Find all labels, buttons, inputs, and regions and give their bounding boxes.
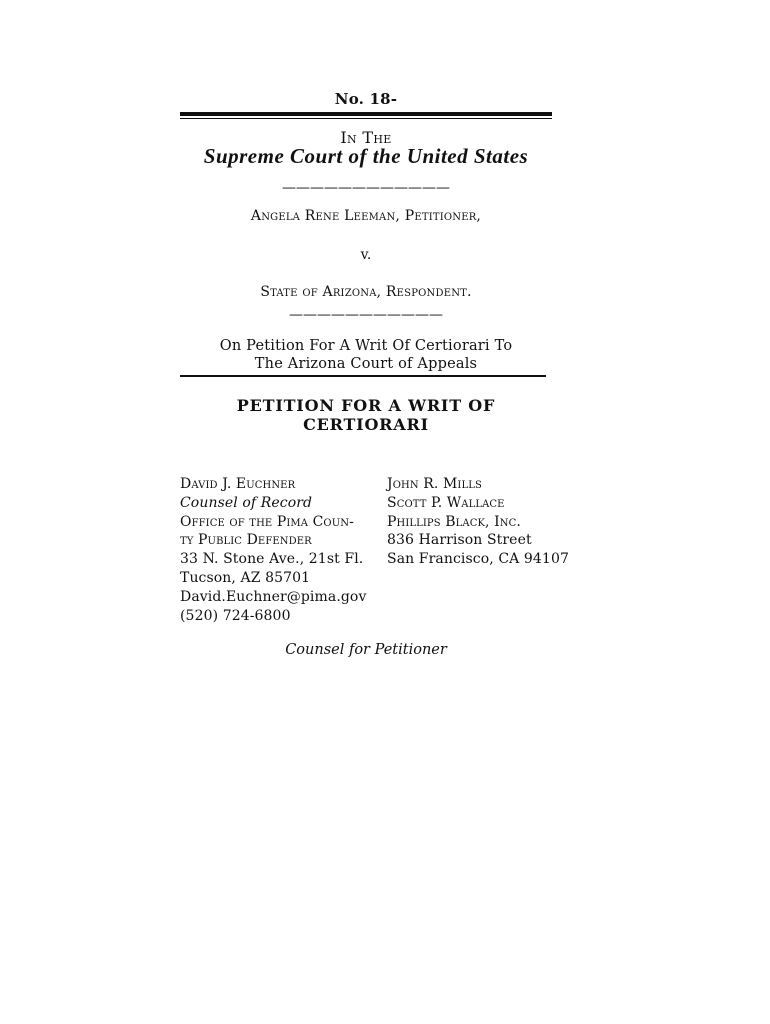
dash-separator-top: ———————————— [282,180,450,196]
counsel-address-line-1: 33 N. Stone Ave., 21st Fl. [180,551,364,568]
counsel-name-2: Scott P. Wallace [387,494,505,511]
certiorari-line-1: On Petition For A Writ Of Certiorari To [219,338,513,354]
dash-separator-mid: ——————————— [289,307,443,323]
counsel-address-line-2: Tucson, AZ 85701 [180,569,311,586]
petition-title: PETITION FOR A WRIT OF CERTIORARI [236,396,496,434]
counsel-role: Counsel of Record [180,494,313,511]
counsel-for-petitioner: Counsel for Petitioner [285,642,447,658]
counsel-name: David J. Euchner [180,476,296,492]
counsel-office-line-1: Office of the Pima Coun- [180,513,354,530]
certiorari-line-2: The Arizona Court of Appeals [254,356,478,372]
docket-number: No. 18- [334,90,398,108]
header-rule-thick [180,112,552,116]
in-the-label: In The [340,128,392,147]
counsel-firm: Phillips Black, Inc. [387,513,521,530]
counsel-office-line-2: ty Public Defender [180,532,312,549]
counsel-email: David.Euchner@pima.gov [180,588,367,605]
header-rule-thin [180,118,552,119]
counsel-address-line-2: San Francisco, CA 94107 [387,551,569,568]
respondent-line: State of Arizona, Respondent. [260,284,472,300]
petitioner-line: Angela Rene Leeman, Petitioner, [250,208,482,224]
versus-label: v. [360,247,372,263]
court-name: Supreme Court of the United States [203,144,529,168]
certiorari-rule [180,375,546,377]
counsel-block-left [180,475,380,625]
counsel-address-line-1: 836 Harrison Street [387,532,532,549]
counsel-block-right [387,475,577,569]
counsel-name-1: John R. Mills [387,476,482,492]
counsel-phone: (520) 724-6800 [180,607,291,624]
certiorari-source [180,337,552,373]
